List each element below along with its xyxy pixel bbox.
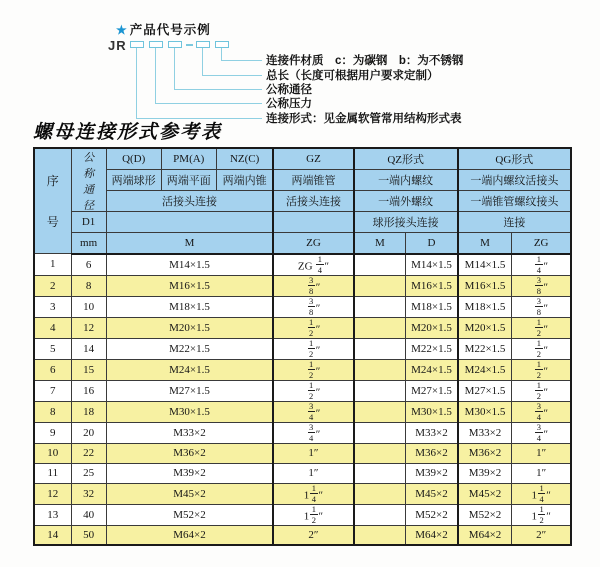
cell-seq: 9 — [34, 422, 71, 443]
product-code-example-label: 产品代号示例 — [129, 23, 211, 37]
cell-seq: 12 — [34, 483, 71, 504]
label-connection-form: 连接形式：见金属软管常用结构形式表 — [266, 112, 462, 125]
product-code-example-title — [116, 20, 211, 38]
cell-m: M20×1.5 — [106, 317, 273, 338]
cell-gz: 1″ — [273, 463, 353, 483]
table-row — [34, 422, 571, 443]
cell-m: M27×1.5 — [106, 380, 273, 401]
table-row — [34, 275, 571, 296]
cell-qgzg: 1″ — [512, 463, 571, 483]
cell-qzd: M14×1.5 — [406, 254, 458, 276]
cell-mm: 12 — [71, 317, 106, 338]
cell-m: M39×2 — [106, 463, 273, 483]
cell-m: M22×1.5 — [106, 338, 273, 359]
cell-qgzg: $\frac{1}{2}$ ″ — [512, 317, 571, 338]
cell-qzm — [354, 483, 406, 504]
table-row — [34, 504, 571, 525]
cell-seq: 3 — [34, 296, 71, 317]
cell-seq: 14 — [34, 525, 71, 545]
table-row — [34, 401, 571, 422]
cell-seq: 4 — [34, 317, 71, 338]
cell-gz: $\frac{3}{8}$ ″ — [273, 296, 353, 317]
connector-line-5 — [136, 48, 262, 119]
header-qz-d: D — [406, 233, 458, 254]
cell-m: M33×2 — [106, 422, 273, 443]
cell-qgm: M30×1.5 — [458, 401, 512, 422]
product-code-prefix: JR — [108, 38, 127, 53]
cell-mm: 20 — [71, 422, 106, 443]
table-row — [34, 317, 571, 338]
cell-gz: ZG $\frac{1}{4}$ ″ — [273, 254, 353, 276]
cell-qzm — [354, 317, 406, 338]
cell-mm: 18 — [71, 401, 106, 422]
cell-gz: $\frac{1}{2}$ ″ — [273, 338, 353, 359]
table-row — [34, 483, 571, 504]
cell-qzd: M45×2 — [406, 483, 458, 504]
header-qg-zg: ZG — [512, 233, 571, 254]
cell-qgzg: $\frac{1}{2}$ ″ — [512, 380, 571, 401]
cell-gz: 1 $\frac{1}{2}$ ″ — [273, 504, 353, 525]
cell-qgm: M64×2 — [458, 525, 512, 545]
cell-qzd: M24×1.5 — [406, 359, 458, 380]
table-title: 螺母连接形式参考表 — [33, 122, 223, 143]
cell-qzm — [354, 275, 406, 296]
cell-qzd: M22×1.5 — [406, 338, 458, 359]
table-row — [34, 443, 571, 463]
cell-seq: 6 — [34, 359, 71, 380]
code-dash — [186, 44, 193, 46]
label-total-length: 总长（长度可根据用户要求定制） — [266, 69, 439, 82]
header-qg-m: M — [458, 233, 512, 254]
cell-qgm: M22×1.5 — [458, 338, 512, 359]
header-nz: NZ(C) — [216, 148, 273, 169]
cell-qzm — [354, 401, 406, 422]
cell-qzd: M16×1.5 — [406, 275, 458, 296]
header-qz-sub2: 一端外螺纹 — [354, 190, 458, 211]
nut-connection-reference-table — [33, 147, 572, 546]
cell-qgzg: $\frac{3}{8}$ ″ — [512, 296, 571, 317]
header-nominal-diameter: 公 称 通 径 — [71, 148, 106, 212]
table-row — [34, 338, 571, 359]
header-nz-sub: 两端内锥 — [216, 169, 273, 190]
table-row — [34, 380, 571, 401]
cell-gz: $\frac{3}{4}$ ″ — [273, 422, 353, 443]
cell-qzm — [354, 443, 406, 463]
cell-mm: 10 — [71, 296, 106, 317]
cell-qzd: M30×1.5 — [406, 401, 458, 422]
header-qz-m: M — [354, 233, 406, 254]
cell-qzd: M36×2 — [406, 443, 458, 463]
cell-gz: 1″ — [273, 443, 353, 463]
cell-m: M36×2 — [106, 443, 273, 463]
cell-seq: 13 — [34, 504, 71, 525]
cell-qgzg: 2″ — [512, 525, 571, 545]
header-empty-q-group — [106, 212, 273, 233]
cell-m: M24×1.5 — [106, 359, 273, 380]
cell-mm: 25 — [71, 463, 106, 483]
header-qg-sub2: 一端锥管螺纹接头 — [458, 190, 571, 211]
cell-qgm: M39×2 — [458, 463, 512, 483]
code-box-1 — [130, 41, 144, 48]
header-gz-sub: 两端锥管 — [273, 169, 353, 190]
cell-mm: 8 — [71, 275, 106, 296]
cell-mm: 50 — [71, 525, 106, 545]
code-box-2 — [149, 41, 163, 48]
cell-qzd: M18×1.5 — [406, 296, 458, 317]
cell-m: M30×1.5 — [106, 401, 273, 422]
code-box-3 — [168, 41, 182, 48]
cell-qgm: M36×2 — [458, 443, 512, 463]
cell-qzm — [354, 338, 406, 359]
cell-gz: $\frac{3}{4}$ ″ — [273, 401, 353, 422]
header-qz-connection: 球形接头连接 — [354, 212, 458, 233]
table-row — [34, 525, 571, 545]
cell-qzd: M20×1.5 — [406, 317, 458, 338]
header-pm: PM(A) — [161, 148, 216, 169]
cell-m: M16×1.5 — [106, 275, 273, 296]
header-gz-connection: 活接头连接 — [273, 190, 353, 211]
cell-m: M45×2 — [106, 483, 273, 504]
cell-qgzg: $\frac{1}{2}$ ″ — [512, 338, 571, 359]
cell-qgm: M52×2 — [458, 504, 512, 525]
star-icon: ★ — [116, 23, 128, 37]
cell-qzd: M39×2 — [406, 463, 458, 483]
cell-qgzg: $\frac{1}{2}$ ″ — [512, 359, 571, 380]
header-gz: GZ — [273, 148, 353, 169]
cell-qgm: M16×1.5 — [458, 275, 512, 296]
table-row — [34, 296, 571, 317]
cell-mm: 15 — [71, 359, 106, 380]
header-q-sub: 两端球形 — [106, 169, 161, 190]
cell-gz: $\frac{1}{2}$ ″ — [273, 317, 353, 338]
cell-m: M64×2 — [106, 525, 273, 545]
table-row — [34, 359, 571, 380]
cell-qgzg: $\frac{3}{4}$ ″ — [512, 422, 571, 443]
cell-mm: 32 — [71, 483, 106, 504]
header-m-col: M — [106, 233, 273, 254]
cell-gz: 1 $\frac{1}{4}$ ″ — [273, 483, 353, 504]
cell-qzd: M33×2 — [406, 422, 458, 443]
cell-gz: $\frac{1}{2}$ ″ — [273, 359, 353, 380]
cell-seq: 11 — [34, 463, 71, 483]
cell-qgm: M45×2 — [458, 483, 512, 504]
cell-qgm: M33×2 — [458, 422, 512, 443]
cell-gz: 2″ — [273, 525, 353, 545]
cell-seq: 7 — [34, 380, 71, 401]
header-mm: mm — [71, 233, 106, 254]
cell-mm: 40 — [71, 504, 106, 525]
cell-qzm — [354, 525, 406, 545]
cell-m: M18×1.5 — [106, 296, 273, 317]
cell-qgzg: 1 $\frac{1}{4}$ ″ — [512, 483, 571, 504]
cell-qgm: M18×1.5 — [458, 296, 512, 317]
cell-qgzg: $\frac{1}{4}$ ″ — [512, 254, 571, 276]
cell-seq: 10 — [34, 443, 71, 463]
header-empty-gz — [273, 212, 353, 233]
header-union-connection: 活接头连接 — [106, 190, 273, 211]
header-qz: QZ形式 — [354, 148, 458, 169]
cell-qzm — [354, 254, 406, 276]
cell-seq: 5 — [34, 338, 71, 359]
cell-m: M52×2 — [106, 504, 273, 525]
label-nominal-diameter: 公称通径 — [266, 83, 312, 96]
cell-qzm — [354, 504, 406, 525]
cell-mm: 6 — [71, 254, 106, 276]
code-box-5 — [215, 41, 229, 48]
header-q: Q(D) — [106, 148, 161, 169]
cell-qgzg: $\frac{3}{8}$ ″ — [512, 275, 571, 296]
header-seq: 序 号 — [34, 148, 71, 254]
cell-gz: $\frac{3}{8}$ ″ — [273, 275, 353, 296]
code-box-4 — [196, 41, 210, 48]
cell-qgzg: $\frac{3}{4}$ ″ — [512, 401, 571, 422]
cell-qzm — [354, 463, 406, 483]
table-body — [34, 254, 571, 546]
cell-qzm — [354, 422, 406, 443]
cell-qzm — [354, 359, 406, 380]
table-row — [34, 254, 571, 276]
cell-qzd: M52×2 — [406, 504, 458, 525]
cell-qgm: M24×1.5 — [458, 359, 512, 380]
cell-qgm: M20×1.5 — [458, 317, 512, 338]
cell-qzd: M27×1.5 — [406, 380, 458, 401]
header-qz-sub1: 一端内螺纹 — [354, 169, 458, 190]
header-qg: QG形式 — [458, 148, 571, 169]
cell-qgm: M14×1.5 — [458, 254, 512, 276]
cell-mm: 22 — [71, 443, 106, 463]
cell-mm: 16 — [71, 380, 106, 401]
table-header — [34, 148, 571, 254]
table-row — [34, 463, 571, 483]
cell-qgzg: 1″ — [512, 443, 571, 463]
cell-qgzg: 1 $\frac{1}{2}$ ″ — [512, 504, 571, 525]
cell-seq: 8 — [34, 401, 71, 422]
cell-qzm — [354, 296, 406, 317]
cell-mm: 14 — [71, 338, 106, 359]
header-qg-sub1: 一端内螺纹活接头 — [458, 169, 571, 190]
cell-seq: 2 — [34, 275, 71, 296]
cell-gz: $\frac{1}{2}$ ″ — [273, 380, 353, 401]
label-material: 连接件材质 c：为碳钢 b：为不锈钢 — [266, 55, 464, 67]
cell-qgm: M27×1.5 — [458, 380, 512, 401]
cell-m: M14×1.5 — [106, 254, 273, 276]
header-qg-connection: 连接 — [458, 212, 571, 233]
cell-seq: 1 — [34, 254, 71, 276]
cell-qzm — [354, 380, 406, 401]
cell-qzd: M64×2 — [406, 525, 458, 545]
header-zg-col: ZG — [273, 233, 353, 254]
label-nominal-pressure: 公称压力 — [266, 98, 312, 110]
header-d1: D1 — [71, 212, 106, 233]
header-pm-sub: 两端平面 — [161, 169, 216, 190]
